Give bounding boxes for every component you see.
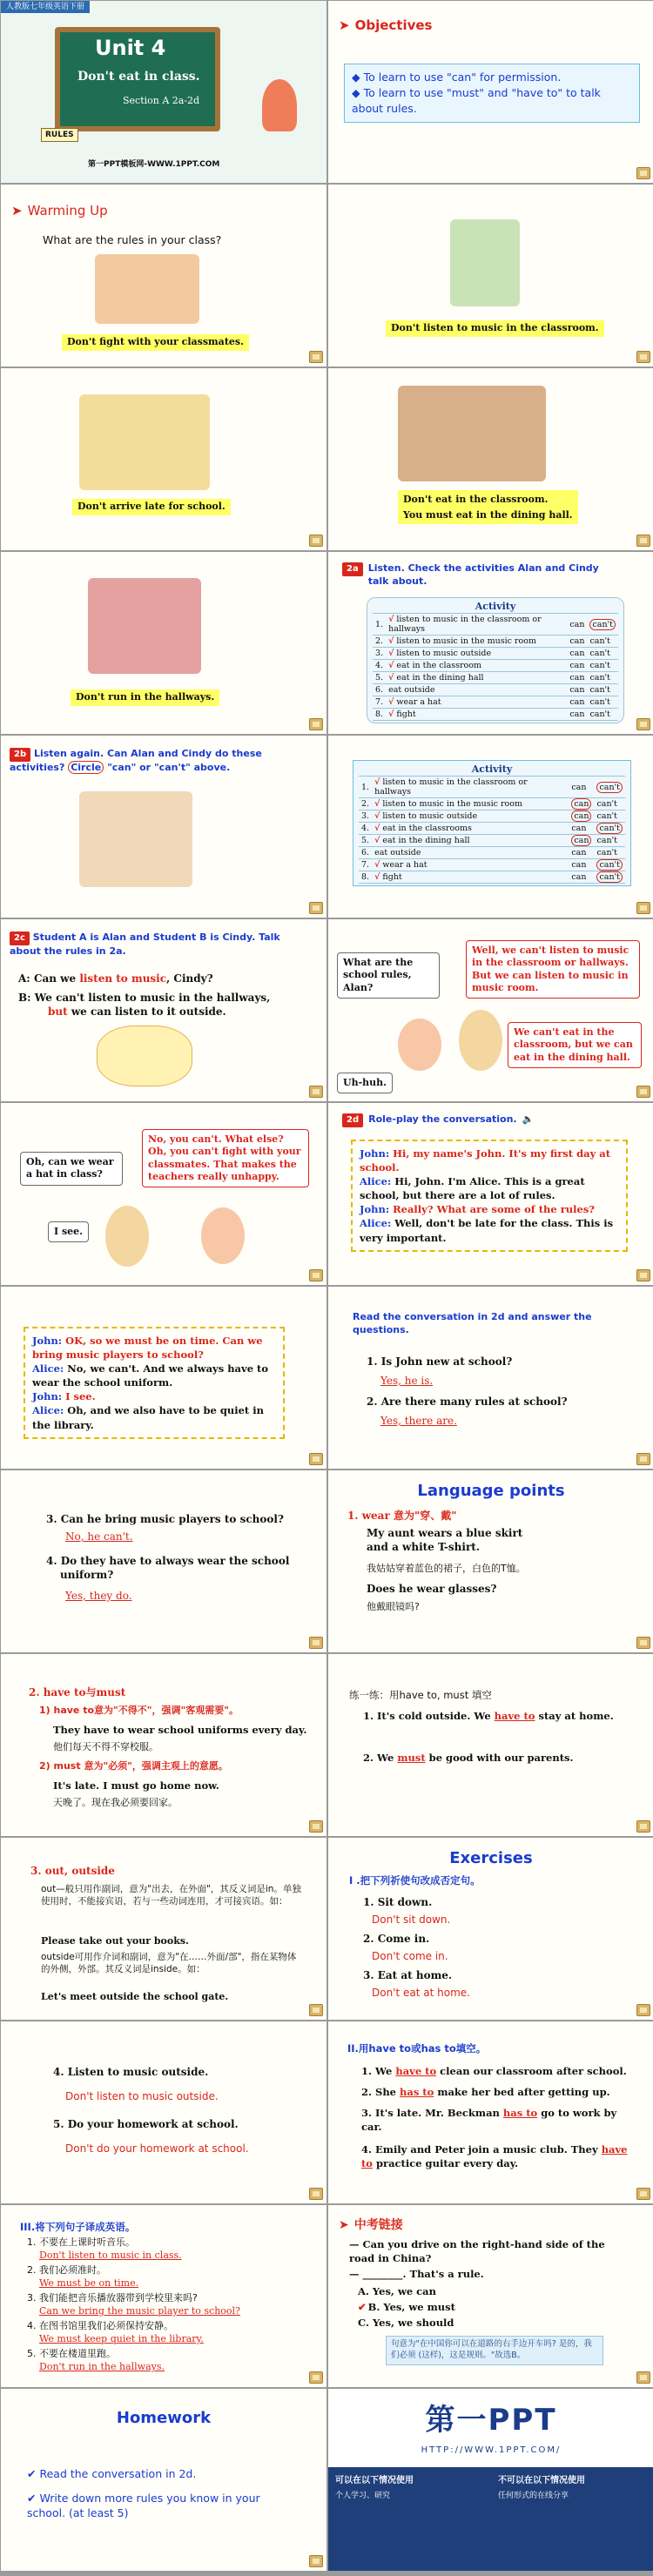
slide-2c	[1, 919, 326, 1101]
tag-2a: 2a	[342, 562, 363, 576]
translate-item-5: 5. 不要在楼道里跑。 Don't run in the hallways.	[27, 2348, 165, 2372]
example-out: Please take out your books.	[41, 1935, 189, 1947]
chalkboard	[55, 27, 220, 131]
question-2: 2. Are there many rules at school?	[367, 1396, 568, 1408]
example-must: It's late. I must go home now.	[53, 1779, 219, 1792]
page-corner-icon	[309, 1820, 323, 1833]
exercise-instruction-2: II.用have to或has to填空。	[347, 2042, 487, 2055]
example-have-to: They have to wear school uniforms every day.	[53, 1724, 307, 1736]
dialog-line: John: Really? What are some of the rules?	[360, 1203, 596, 1216]
page-corner-icon	[636, 1637, 650, 1649]
slide-out-outside	[1, 1838, 326, 2020]
page-corner-icon	[309, 718, 323, 730]
page-corner-icon	[636, 718, 650, 730]
exercise-q3: 3. Eat at home.	[363, 1969, 453, 1981]
instruction-2c: 2c Student A is Alan and Student B is Cindy. Talk about the rules in 2a.	[10, 932, 280, 957]
page-corner-icon	[309, 1269, 323, 1281]
fill-item-3: 3. It's late. Mr. Beckman has to go to work by car.	[361, 2107, 617, 2133]
rule-out: out—般只用作副词，意为"出去，在外面"，其反义词是in。单独使用时，不能接宾语，若与一些动词连用，才可接宾语。如：	[41, 1884, 301, 1907]
bubble-reply-2: We can't eat in the classroom, but we can eat in the dining hall.	[508, 1022, 642, 1068]
homework-item-1: ✔ Read the conversation in 2d.	[27, 2467, 197, 2480]
section-label: Section A 2a-2d	[123, 95, 200, 106]
table-row: 6. eat outside can can't	[359, 847, 625, 859]
page-corner-icon	[309, 902, 323, 914]
bubble-i-see: I see.	[48, 1221, 89, 1242]
table-row: 6. eat outside can can't	[373, 684, 618, 696]
exercise-instruction-1: I .把下列祈使句改成否定句。	[349, 1874, 481, 1887]
girl-illustration	[201, 1207, 245, 1264]
page-corner-icon	[636, 1820, 650, 1833]
speaker-icon: 🔈	[522, 1113, 535, 1126]
banner: 人教版七年级英语下册	[1, 1, 90, 13]
slide-music-rule	[328, 185, 653, 367]
exercise-q1: 1. Sit down.	[363, 1896, 433, 1908]
eat-illustration	[398, 386, 546, 481]
cartoon-character	[262, 79, 297, 131]
practice-title: 练一练：用have to, must 填空	[349, 1689, 492, 1701]
exercise-a4: Don't listen to music outside.	[65, 2090, 219, 2102]
exam-question: — Can you drive on the right-hand side of the road in China?	[349, 2238, 605, 2264]
translate-item-3: 3. 我们能把音乐播放器带到学校里来吗? Can we bring the music player to school?	[27, 2292, 240, 2317]
slide-2d-continued	[1, 1287, 326, 1469]
fight-illustration	[95, 254, 199, 324]
bubble-hat-reply: No, you can't. What else? Oh, you can't fight with your classmates. That makes the teachers really unhappy.	[142, 1129, 309, 1187]
slide-language-points	[328, 1470, 653, 1652]
circle-word: Circle	[68, 761, 104, 774]
option-c: C. Yes, we should	[358, 2317, 454, 2329]
slide-exercises-2	[1, 2021, 326, 2203]
dialog-line: Alice: Hi, John. I'm Alice. This is a great school, but there are a lot of rules.	[360, 1175, 585, 1202]
table-row: 7. √ wear a hat can can't	[373, 696, 618, 709]
option-a: A. Yes, we can	[358, 2285, 436, 2297]
boy-illustration	[459, 1010, 502, 1071]
page-corner-icon	[636, 1269, 650, 1281]
page-corner-icon	[636, 2188, 650, 2200]
practice-item-1: 1. It's cold outside. We have to stay at home.	[363, 1710, 614, 1722]
slide-exercises-3	[328, 2021, 653, 2203]
exercise-q2: 2. Come in.	[363, 1933, 430, 1945]
table-row: 3. √ listen to music outside can can't	[373, 648, 618, 660]
page-corner-icon	[309, 2555, 323, 2567]
table-row: 5. √ eat in the dining hall can can't	[359, 835, 625, 847]
point-1: 1. wear 意为"穿、戴"	[347, 1510, 457, 1522]
usage-panel	[328, 2467, 653, 2571]
objectives-header	[339, 17, 432, 34]
dialog-line: Alice: Oh, and we also have to be quiet in the library.	[32, 1404, 264, 1431]
brand-url: HTTP://WWW.1PPT.COM/	[421, 2445, 562, 2455]
slide-2d	[328, 1103, 653, 1285]
rule-have-to: 1) have to意为"不得不"，强调"客观需要"。	[39, 1705, 239, 1716]
slide-2b	[1, 736, 326, 918]
objective-item: ◆ To learn to use "can" for permission.	[352, 71, 562, 84]
activity-title: Activity	[373, 600, 618, 614]
slide-warming-up	[1, 185, 326, 367]
dialog-line: John: I see.	[32, 1390, 96, 1403]
check-icon: ✔	[358, 2301, 367, 2313]
table-row: 8. √ fight can can't	[359, 871, 625, 884]
lesson-title: Don't eat in class.	[77, 70, 200, 84]
answer-4: Yes, they do.	[65, 1590, 132, 1602]
students-illustration	[79, 791, 192, 887]
table-row: 1. √ listen to music in the classroom or hallways can can't	[359, 777, 625, 798]
page-corner-icon	[309, 1637, 323, 1649]
page-corner-icon	[636, 167, 650, 179]
table-row: 7. √ wear a hat can can't	[359, 859, 625, 871]
brand-logo: 第一PPT	[425, 2403, 557, 2438]
point-2: 2. have to与must	[29, 1686, 126, 1698]
exercises-heading: Exercises	[449, 1849, 533, 1867]
point-3: 3. out, outside	[30, 1865, 115, 1877]
translation-must: 天晚了。现在我必须要回家。	[53, 1797, 178, 1808]
slide-exam-link	[328, 2205, 653, 2387]
instruction-2d: 2d Role-play the conversation. 🔈	[342, 1113, 534, 1127]
translate-item-2: 2. 我们必须准时。 We must be on time.	[27, 2264, 139, 2289]
caption-late: Don't arrive late for school.	[72, 499, 231, 515]
table-row: 4. √ eat in the classrooms can can't	[359, 823, 625, 835]
activity-table-answers	[353, 760, 631, 886]
dialog-line: Alice: No, we can't. And we always have to wear the school uniform.	[32, 1362, 268, 1389]
answer-1: Yes, he is.	[380, 1375, 434, 1387]
page-corner-icon	[309, 2004, 323, 2016]
usage-forbidden: 不可以在以下情况使用 任何形式的在线分享	[498, 2476, 585, 2500]
fill-item-2: 2. She has to make her bed after getting up.	[361, 2086, 610, 2098]
exercise-q4: 4. Listen to music outside.	[53, 2066, 209, 2078]
dialog-line: John: Hi, my name's John. It's my first day at school.	[360, 1147, 611, 1174]
chevron-icon: ➤	[339, 17, 350, 33]
question-4: 4. Do they have to always wear the school uniform?	[46, 1555, 290, 1582]
answer-3: No, he can't.	[65, 1530, 133, 1543]
slide-objectives	[328, 1, 653, 183]
slide-practice	[328, 1654, 653, 1836]
caption-music: Don't listen to music in the classroom.	[386, 320, 604, 337]
table-row: 2. √ listen to music in the music room can can't	[373, 636, 618, 648]
exercise-a5: Don't do your homework at school.	[65, 2142, 249, 2155]
table-row: 1. √ listen to music in the classroom or hallways can can't	[373, 614, 618, 636]
slide-2a	[328, 552, 653, 734]
page-corner-icon	[309, 2188, 323, 2200]
translation-2: 他戴眼镜吗?	[367, 1601, 420, 1612]
objective-item: ◆ To learn to use "must" and "have to" to talk about rules.	[352, 86, 601, 116]
slide-run-rule	[1, 552, 326, 734]
slide-credits	[328, 2389, 653, 2571]
example-2: Does he wear glasses?	[367, 1583, 497, 1595]
chevron-icon: ➤	[11, 203, 23, 219]
bubble-question: What are the school rules, Alan?	[337, 952, 440, 999]
translation-have-to: 他们每天不得不穿校服。	[53, 1741, 158, 1752]
dialog-line: John: OK, so we must be on time. Can we bring music players to school?	[32, 1335, 263, 1362]
late-illustration	[79, 394, 210, 490]
warming-header	[11, 202, 108, 219]
bubble-reply-1: Well, we can't listen to music in the classroom or hallways. But we can listen to music in music room.	[466, 940, 640, 999]
dialog-a: A: Can we listen to music, Cindy?	[18, 972, 213, 985]
page-corner-icon	[309, 535, 323, 547]
exam-note: 句意为"在中国你可以在道路的右手边开车吗? 是的，我们必须 (这样)，这是规则。"故选B。	[386, 2336, 603, 2365]
speech-illustration	[97, 1026, 192, 1086]
table-row: 4. √ eat in the classroom can can't	[373, 660, 618, 672]
warming-question: What are the rules in your class?	[43, 233, 222, 246]
table-row: 5. √ eat in the dining hall can can't	[373, 672, 618, 684]
option-b: ✔ B. Yes, we must	[358, 2301, 455, 2313]
objectives-heading: Objectives	[354, 17, 433, 33]
exercise-a1: Don't sit down.	[372, 1914, 451, 1926]
rule-outside: outside可用作介词和副词，意为"在……外面/部"，指在某物体的外侧，外部。其反义词是inside。如：	[41, 1952, 297, 1975]
page-corner-icon	[309, 2371, 323, 2384]
girl-illustration	[398, 1019, 441, 1071]
caption-eat: Don't eat in the classroom. You must eat in the dining hall.	[398, 490, 578, 524]
translate-item-4: 4. 在图书馆里我们必须保持安静。 We must keep quiet in the library.	[27, 2320, 204, 2344]
tag-2c: 2c	[10, 932, 30, 945]
page-corner-icon	[636, 1086, 650, 1098]
unit-title: Unit 4	[95, 36, 166, 60]
run-illustration	[88, 578, 201, 674]
conversation-box	[351, 1140, 628, 1252]
fill-item-4: 4. Emily and Peter join a music club. They have to practice guitar every day.	[361, 2143, 628, 2169]
music-illustration	[450, 219, 520, 306]
exam-heading: 中考链接	[353, 2218, 403, 2232]
slide-2c-dialogue-2	[1, 1103, 326, 1285]
chevron-icon: ➤	[339, 2218, 349, 2232]
table-row: 3. √ listen to music outside can can't	[359, 810, 625, 823]
slide-translation	[1, 2205, 326, 2387]
slide-comprehension	[328, 1287, 653, 1469]
homework-heading: Homework	[116, 2409, 212, 2427]
activity-table	[367, 597, 624, 723]
dialog-line: Alice: Well, don't be late for the class. This is very important.	[360, 1217, 614, 1244]
slide-comprehension-2	[1, 1470, 326, 1652]
page-corner-icon	[309, 1453, 323, 1465]
conversation-box	[24, 1327, 285, 1439]
caption-fight: Don't fight with your classmates.	[62, 334, 249, 351]
question-3: 3. Can he bring music players to school?	[46, 1513, 284, 1525]
slide-late-rule	[1, 368, 326, 550]
slide-2c-dialogue	[328, 919, 653, 1101]
language-heading: Language points	[417, 1482, 565, 1500]
table-row: 2. √ listen to music in the music room can can't	[359, 798, 625, 810]
tag-2b: 2b	[10, 748, 30, 762]
page-corner-icon	[309, 1086, 323, 1098]
bubble-hat-question: Oh, can we wear a hat in class?	[20, 1152, 123, 1186]
dialog-b: B: We can't listen to music in the hallways, but we can listen to it outside.	[18, 992, 271, 1019]
slide-2b-answers	[328, 736, 653, 918]
exercise-q5: 5. Do your homework at school.	[53, 2118, 239, 2130]
exercise-a2: Don't come in.	[372, 1950, 448, 1962]
exercise-a3: Don't eat at home.	[372, 1987, 470, 1999]
caption-run: Don't run in the hallways.	[71, 689, 219, 706]
page-corner-icon	[309, 351, 323, 363]
bubble-uh-huh: Uh-huh.	[337, 1073, 393, 1093]
translation-1: 我姑姑穿着蓝色的裙子，白色的T恤。	[367, 1563, 526, 1574]
check-icon: ✔	[27, 2492, 37, 2505]
page-corner-icon	[636, 351, 650, 363]
objectives-box	[344, 64, 640, 123]
instruction-2b: 2b Listen again. Can Alan and Cindy do these activities? Circle "can" or "can't" above.	[10, 748, 262, 773]
homework-item-2: ✔ Write down more rules you know in your school. (at least 5)	[27, 2492, 260, 2519]
slide-homework	[1, 2389, 326, 2571]
check-icon: ✔	[27, 2467, 37, 2480]
instruction-2a: 2a Listen. Check the activities Alan and Cindy talk about.	[342, 562, 603, 589]
example-1: My aunt wears a blue skirt and a white T-shirt.	[367, 1527, 523, 1554]
example-outside: Let's meet outside the school gate.	[41, 1991, 229, 2002]
slide-have-to-must	[1, 1654, 326, 1836]
rule-must: 2) must 意为"必须"，强调主观上的意愿。	[39, 1760, 228, 1772]
page-corner-icon	[636, 2371, 650, 2384]
tag-2d: 2d	[342, 1113, 363, 1127]
page-corner-icon	[636, 2004, 650, 2016]
usage-allowed: 可以在以下情况使用 个人学习、研究	[335, 2476, 414, 2500]
answer-2: Yes, there are.	[380, 1415, 457, 1427]
warming-heading: Warming Up	[27, 203, 108, 219]
page-corner-icon	[636, 535, 650, 547]
activity-title: Activity	[359, 763, 625, 777]
page-corner-icon	[636, 902, 650, 914]
page-corner-icon	[636, 1453, 650, 1465]
boy-illustration	[105, 1206, 149, 1267]
slide-exercises-1	[328, 1838, 653, 2020]
rules-sign: RULES	[41, 128, 78, 142]
comprehension-instruction: Read the conversation in 2d and answer the questions.	[353, 1311, 592, 1335]
fill-item-1: 1. We have to clean our classroom after school.	[361, 2065, 627, 2077]
slide-eat-rule	[328, 368, 653, 550]
exam-header	[339, 2217, 403, 2234]
site-label: 第一PPT模板网-WWW.1PPT.COM	[88, 160, 220, 169]
table-row: 8. √ fight can can't	[373, 709, 618, 721]
question-1: 1. Is John new at school?	[367, 1355, 513, 1368]
translate-item-1: 1. 不要在上课时听音乐。 Don't listen to music in class.	[27, 2236, 182, 2261]
practice-item-2: 2. We must be good with our parents.	[363, 1752, 574, 1764]
slide-title	[1, 1, 326, 183]
exercise-instruction-3: III.将下列句子译成英语。	[20, 2221, 136, 2233]
exam-blank: — ________. That's a rule.	[349, 2268, 484, 2280]
